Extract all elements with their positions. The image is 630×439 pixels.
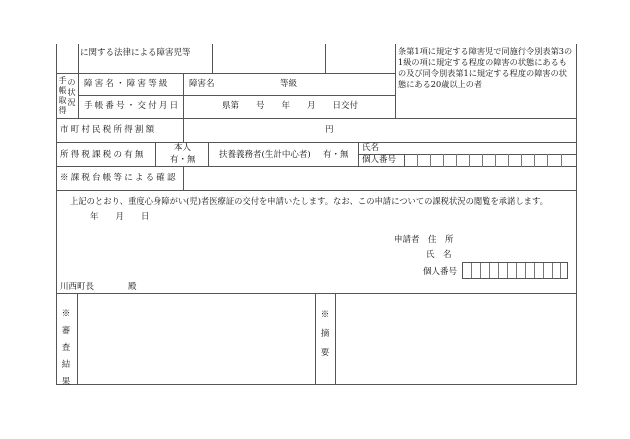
top-right-note: 条第1項に規定する障害児で同施行令別表第3の1級の項に規定する程度の障害の状態にあるもの及び同令別表第1に規定する程度の障害の状態にある20歳以上の者: [398, 46, 573, 89]
digit-cell: [521, 154, 522, 167]
divider: [183, 166, 184, 190]
disability-name-label: 障害名・障害等級: [84, 79, 170, 89]
digit-cell: [534, 154, 535, 167]
name-label: 氏名: [362, 143, 380, 153]
digit-cell: [498, 263, 499, 278]
digit-cell: [508, 154, 509, 167]
digit-cell: [430, 154, 431, 167]
income-ratio-label: 市町村民税所得割額: [60, 125, 157, 135]
supporter-label: 扶養義務者(生計中心者): [219, 150, 311, 160]
divider: [56, 293, 576, 294]
divider: [208, 142, 209, 167]
divider: [78, 95, 395, 96]
divider: [325, 44, 326, 74]
divider: [56, 190, 576, 191]
divider: [56, 142, 576, 143]
applicant-personal-number-label: 個人番号: [423, 267, 458, 277]
divider: [212, 44, 213, 74]
income-tax-label: 所得税課税の有無: [60, 150, 146, 160]
applicant-address-label: 申請者 住 所: [394, 235, 454, 245]
frame-right: [576, 44, 577, 385]
booklet-number-value: 県第 号 年 月 日交付: [222, 101, 359, 111]
digit-cell: [552, 263, 553, 278]
digit-cell: [507, 263, 508, 278]
digit-cell: [443, 154, 444, 167]
remarks-label: ※摘要: [320, 310, 330, 358]
personal-number-label: 個人番号: [362, 155, 397, 165]
status-label-b: の状況: [67, 78, 76, 107]
review-result-label: ※審査結果: [61, 309, 71, 387]
digit-cell: [489, 263, 490, 278]
disability-name-field: 障害名: [189, 79, 215, 89]
divider: [335, 293, 336, 384]
declaration-text: 上記のとおり、重度心身障がい(児)者医療証の交付を申請いたします。なお、この申請についての課税状況の閲覧を承諾します。: [70, 196, 548, 206]
tax-check-label: ※課税台帳等による確認: [60, 173, 178, 183]
divider: [56, 73, 395, 74]
divider: [183, 118, 184, 142]
digit-cell: [543, 263, 544, 278]
frame-bottom: [56, 384, 576, 385]
date-line: 年 月 日: [90, 212, 150, 222]
divider: [155, 142, 156, 167]
applicant-name-label: 氏 名: [426, 250, 452, 260]
digit-cell: [534, 263, 535, 278]
yen-unit: 円: [325, 125, 334, 135]
divider: [183, 73, 184, 118]
digit-cell: [482, 154, 483, 167]
divider: [78, 44, 79, 74]
digit-cell: [495, 154, 496, 167]
digit-cell: [480, 263, 481, 278]
digit-cell: [456, 154, 457, 167]
status-label-a: 手帳取得: [58, 76, 67, 115]
digit-cell: [417, 154, 418, 167]
divider: [56, 118, 576, 119]
mayor-addressee: 川西町長 殿: [60, 282, 137, 292]
top-left-note: に関する法律による障害児等: [80, 48, 191, 58]
grade-field: 等級: [280, 79, 298, 89]
divider: [78, 73, 79, 118]
applicant-personal-number-cells[interactable]: [462, 262, 568, 279]
digit-cell: [547, 154, 548, 167]
divider: [77, 293, 78, 384]
digit-cell: [516, 263, 517, 278]
frame-left: [56, 44, 57, 385]
supporter-options: 有・無: [323, 150, 349, 160]
digit-cell: [561, 154, 562, 167]
digit-cell: [525, 263, 526, 278]
divider: [315, 293, 316, 384]
self-label: 本人: [174, 143, 192, 153]
divider: [395, 44, 396, 118]
self-options: 有・無: [170, 155, 196, 165]
digit-cell: [469, 154, 470, 167]
digit-cell: [560, 263, 561, 278]
digit-cell: [471, 263, 472, 278]
personal-number-cells[interactable]: [404, 154, 576, 167]
booklet-number-label: 手帳番号・交付月日: [84, 101, 181, 111]
